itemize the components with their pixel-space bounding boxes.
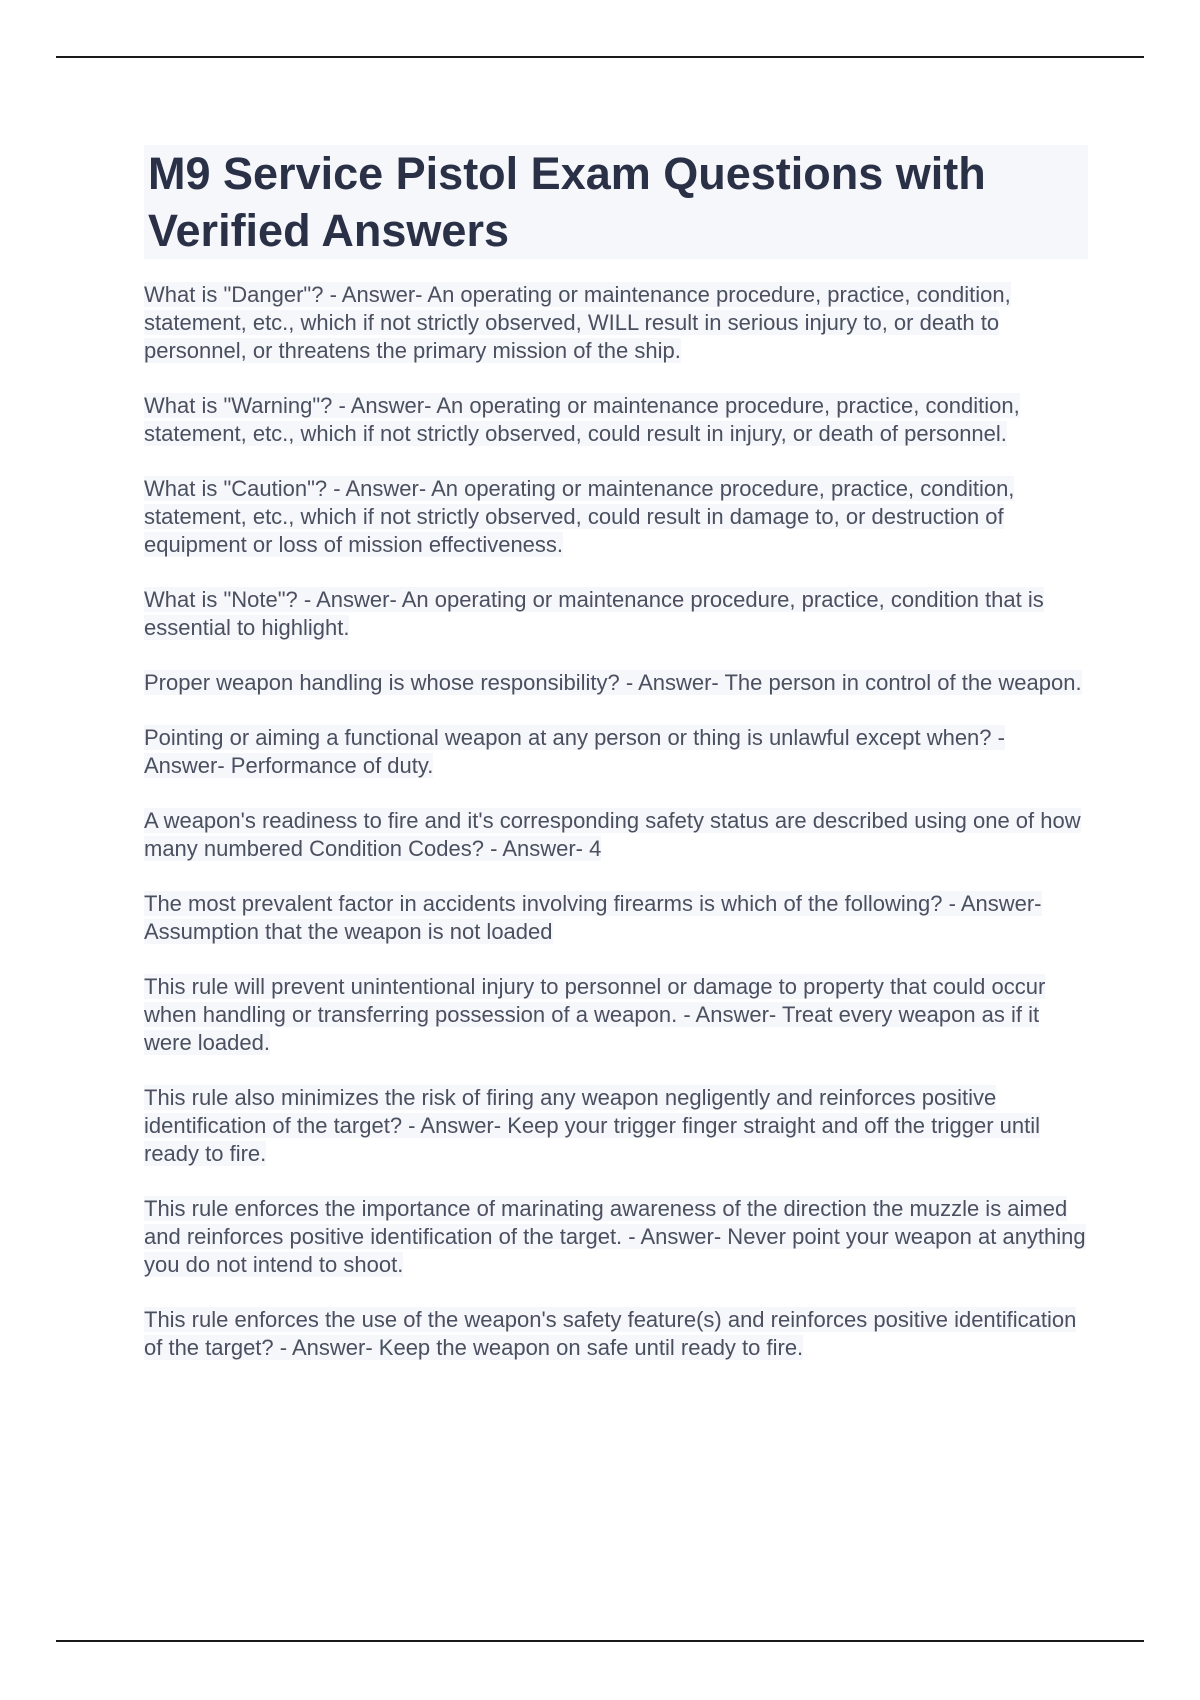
qa-text: Proper weapon handling is whose responsibility? - Answer- The person in control of the weapon. [144,670,1082,695]
qa-entry-rule-trigger [144,1084,1088,1168]
qa-entry-rule-safety [144,1306,1088,1362]
document-body [144,145,1088,1389]
document-title: M9 Service Pistol Exam Questions with Verified Answers [144,145,1088,259]
qa-entry-prevalent-factor [144,890,1088,946]
qa-text: This rule also minimizes the risk of firing any weapon negligently and reinforces positive identification of the target? - Answer- Keep your trigger finger straight and off the trigger until ready to fire. [144,1085,1040,1166]
qa-text: Pointing or aiming a functional weapon at any person or thing is unlawful except when? - Answer- Performance of duty. [144,725,1005,778]
top-divider [56,56,1144,58]
qa-entry-warning [144,392,1088,448]
qa-text: The most prevalent factor in accidents involving firearms is which of the following? - Answer- Assumption that the weapon is not loaded [144,891,1042,944]
qa-text: This rule enforces the use of the weapon's safety feature(s) and reinforces positive identification of the target? - Answer- Keep the weapon on safe until ready to fire. [144,1307,1077,1360]
qa-text: What is "Caution"? - Answer- An operating or maintenance procedure, practice, condition, statement, etc., which if not strictly observed, could result in damage to, or destruction of equipment or loss of mission effectiveness. [144,476,1015,557]
qa-entry-note [144,586,1088,642]
qa-entry-rule-muzzle [144,1195,1088,1279]
qa-text: This rule enforces the importance of marinating awareness of the direction the muzzle is aimed and reinforces positive identification of the target. - Answer- Never point your weapon at anything you do not intend to shoot. [144,1196,1086,1277]
qa-entry-caution [144,475,1088,559]
qa-entry-pointing [144,724,1088,780]
qa-text: What is "Note"? - Answer- An operating or maintenance procedure, practice, condition that is essential to highlight. [144,587,1044,640]
qa-text: What is "Danger"? - Answer- An operating or maintenance procedure, practice, condition, statement, etc., which if not strictly observed, WILL result in serious injury to, or death to personnel, or threatens the primary mission of the ship. [144,282,1011,363]
qa-entry-responsibility [144,669,1088,697]
qa-entry-danger [144,281,1088,365]
qa-entry-rule-loaded [144,973,1088,1057]
qa-entry-condition-codes [144,807,1088,863]
qa-text: What is "Warning"? - Answer- An operating or maintenance procedure, practice, condition, statement, etc., which if not strictly observed, could result in injury, or death of personnel. [144,393,1020,446]
qa-text: A weapon's readiness to fire and it's corresponding safety status are described using one of how many numbered Condition Codes? - Answer- 4 [144,808,1081,861]
bottom-divider [56,1640,1144,1642]
qa-text: This rule will prevent unintentional injury to personnel or damage to property that could occur when handling or transferring possession of a weapon. - Answer- Treat every weapon as if it were loaded. [144,974,1046,1055]
